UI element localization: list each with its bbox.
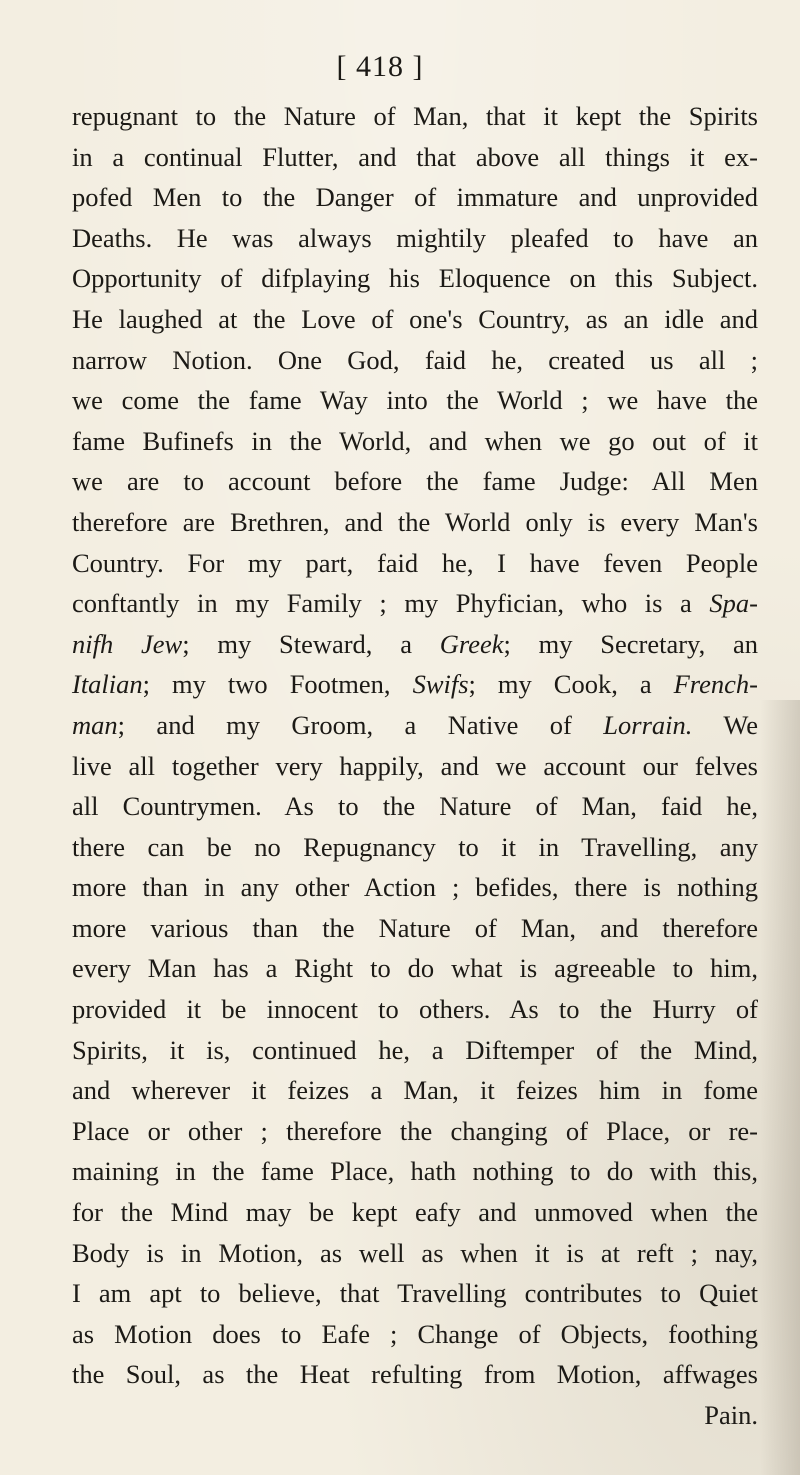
text-segment: we come the fame Way into the World ; we have the	[72, 385, 758, 416]
text-segment: all Countrymen. As to the Nature of Man, faid he,	[72, 791, 758, 822]
text-segment: He laughed at the Love of one's Country, as an idle and	[72, 303, 758, 334]
text-segment: Opportunity of difplaying his Eloquence on this Subject.	[72, 263, 758, 294]
text-segment: therefore are Brethren, and the World only is every Man's	[72, 506, 758, 537]
text-line	[72, 1233, 758, 1274]
italic-text-segment: French-	[673, 669, 758, 700]
text-segment: ; my Cook, a	[468, 669, 674, 700]
text-segment: We	[692, 709, 758, 740]
text-segment: Pain.	[704, 1400, 758, 1430]
text-line	[72, 786, 758, 827]
text-segment: Place or other ; therefore the changing of Place, or re-	[72, 1115, 758, 1146]
text-line	[72, 218, 758, 259]
text-segment: narrow Notion. One God, faid he, created us all ;	[72, 344, 758, 375]
text-segment: Spirits, it is, continued he, a Diftemper of the Mind,	[72, 1034, 758, 1065]
text-line	[72, 1395, 758, 1436]
text-segment: more various than the Nature of Man, and therefore	[72, 912, 758, 943]
text-line	[72, 299, 758, 340]
text-line	[72, 340, 758, 381]
italic-text-segment: Greek	[439, 628, 504, 659]
text-line	[72, 1111, 758, 1152]
text-segment: repugnant to the Nature of Man, that it kept the Spirits	[72, 101, 758, 131]
text-segment: for the Mind may be kept eafy and unmoved when the	[72, 1197, 758, 1228]
text-segment: maining in the fame Place, hath nothing to do with this,	[72, 1156, 758, 1187]
text-line	[72, 1030, 758, 1071]
text-line	[72, 1273, 758, 1314]
body-text	[72, 96, 758, 1436]
text-segment: the Soul, as the Heat refulting from Motion, affwages	[72, 1359, 758, 1390]
text-line	[72, 948, 758, 989]
text-segment: ; and my Groom, a Native of	[117, 709, 604, 740]
text-line	[72, 421, 758, 462]
italic-text-segment: Swifs	[412, 669, 469, 700]
text-line	[72, 908, 758, 949]
text-segment: ; my two Footmen,	[142, 669, 413, 700]
text-segment: Body is in Motion, as well as when it is at reft ; nay,	[72, 1237, 758, 1268]
text-line	[72, 461, 758, 502]
text-line	[72, 827, 758, 868]
text-segment: Deaths. He was always mightily pleafed to have an	[72, 222, 758, 253]
page-number: [ 418 ]	[336, 50, 424, 83]
text-line	[72, 1192, 758, 1233]
text-line	[72, 867, 758, 908]
text-segment: every Man has a Right to do what is agreeable to him,	[72, 953, 758, 984]
text-segment: Country. For my part, faid he, I have feven People	[72, 547, 758, 578]
text-segment: I am apt to believe, that Travelling contributes to Quiet	[72, 1278, 758, 1309]
text-line	[72, 258, 758, 299]
text-line	[72, 502, 758, 543]
text-line	[72, 543, 758, 584]
text-line	[72, 583, 758, 624]
italic-text-segment: nifh Jew	[72, 628, 183, 659]
text-line	[72, 664, 758, 705]
text-segment: live all together very happily, and we account our felves	[72, 750, 758, 781]
italic-text-segment: Lorrain.	[603, 709, 693, 740]
italic-text-segment: man	[72, 709, 118, 740]
text-segment: provided it be innocent to others. As to the Hurry of	[72, 994, 758, 1025]
italic-text-segment: Spa-	[709, 588, 758, 619]
page-edge-shadow	[760, 700, 800, 1475]
text-line	[72, 624, 758, 665]
text-segment: fame Bufinefs in the World, and when we go out of it	[72, 425, 758, 456]
text-line	[72, 380, 758, 421]
text-segment: and wherever it feizes a Man, it feizes him in fome	[72, 1075, 758, 1106]
text-line	[72, 1151, 758, 1192]
text-segment: we are to account before the fame Judge: All Men	[72, 466, 758, 497]
text-segment: ; my Steward, a	[182, 628, 440, 659]
text-line	[72, 705, 758, 746]
italic-text-segment: Italian	[72, 669, 143, 700]
text-segment: there can be no Repugnancy to it in Travelling, any	[72, 831, 758, 862]
text-line	[72, 989, 758, 1030]
text-line	[72, 177, 758, 218]
text-line	[72, 1354, 758, 1395]
text-line	[72, 1070, 758, 1111]
text-line	[72, 746, 758, 787]
text-segment: conftantly in my Family ; my Phyfician, who is a	[72, 588, 710, 619]
text-line	[72, 1314, 758, 1355]
text-segment: ; my Secretary, an	[503, 628, 758, 659]
text-segment: in a continual Flutter, and that above all things it ex-	[72, 141, 758, 172]
text-segment: as Motion does to Eafe ; Change of Objects, foothing	[72, 1318, 758, 1349]
text-segment: more than in any other Action ; befides, there is nothing	[72, 872, 758, 903]
text-line	[72, 137, 758, 178]
text-line	[72, 96, 758, 137]
text-segment: pofed Men to the Danger of immature and unprovided	[72, 182, 758, 213]
